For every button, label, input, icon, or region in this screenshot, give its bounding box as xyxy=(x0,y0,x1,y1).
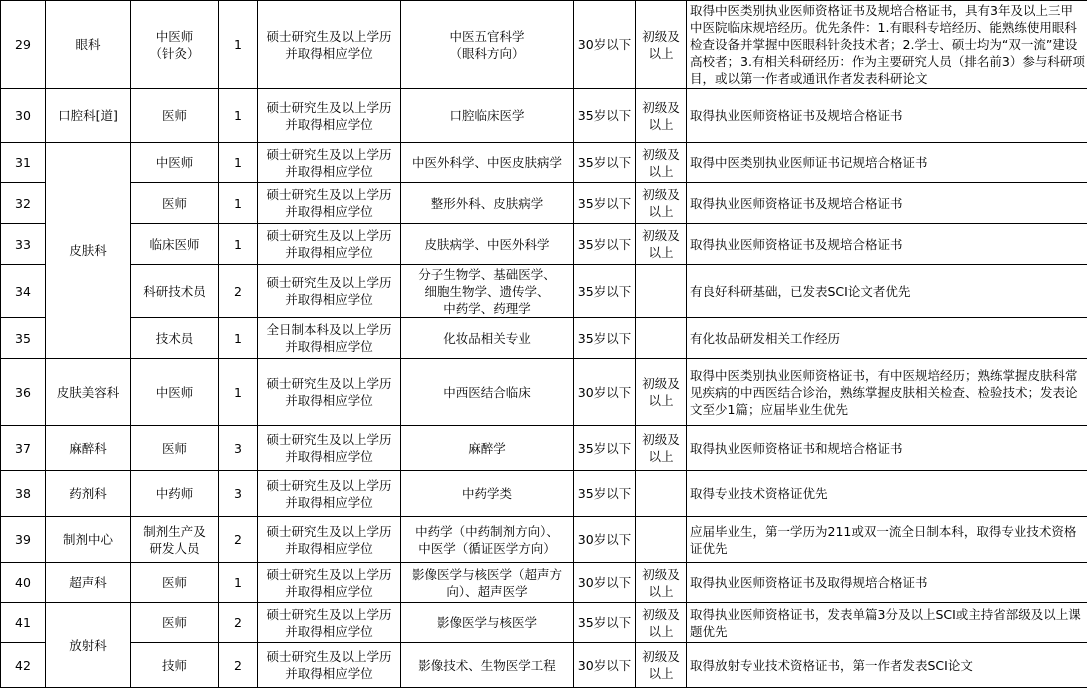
other-requirements-cell: 有良好科研基础，已发表SCI论文者优先 xyxy=(687,265,1087,318)
education-cell: 硕士研究生及以上学历 并取得相应学位 xyxy=(258,517,401,563)
age-limit-cell: 30岁以下 xyxy=(574,643,636,688)
department-cell: 超声科 xyxy=(46,563,131,603)
major-cell: 麻醉学 xyxy=(401,426,574,471)
headcount-cell: 1 xyxy=(219,183,258,224)
other-requirements-cell: 取得执业医师资格证书和规培合格证书 xyxy=(687,426,1087,471)
title-requirement-cell: 初级及 以上 xyxy=(636,1,687,89)
department-cell: 放射科 xyxy=(46,603,131,688)
row-number-cell: 36 xyxy=(1,359,46,426)
education-cell: 硕士研究生及以上学历 并取得相应学位 xyxy=(258,265,401,318)
position-cell: 医师 xyxy=(131,89,219,143)
major-cell: 中西医结合临床 xyxy=(401,359,574,426)
department-cell: 制剂中心 xyxy=(46,517,131,563)
position-cell: 技师 xyxy=(131,643,219,688)
major-cell: 皮肤病学、中医外科学 xyxy=(401,224,574,265)
title-requirement-cell: 初级及 以上 xyxy=(636,183,687,224)
row-number-cell: 30 xyxy=(1,89,46,143)
other-requirements-cell: 取得执业医师资格证书，发表单篇3分及以上SCI或主持省部级及以上课题优先 xyxy=(687,603,1087,643)
other-requirements-cell: 有化妆品研发相关工作经历 xyxy=(687,318,1087,359)
major-cell: 中医五官科学 （眼科方向） xyxy=(401,1,574,89)
department-cell: 麻醉科 xyxy=(46,426,131,471)
education-cell: 硕士研究生及以上学历 并取得相应学位 xyxy=(258,359,401,426)
title-requirement-cell: 初级及 以上 xyxy=(636,89,687,143)
row-number-cell: 38 xyxy=(1,471,46,517)
education-cell: 全日制本科及以上学历 并取得相应学位 xyxy=(258,318,401,359)
table-row xyxy=(1,643,1087,688)
table-row xyxy=(1,224,1087,265)
education-cell: 硕士研究生及以上学历 并取得相应学位 xyxy=(258,89,401,143)
age-limit-cell: 35岁以下 xyxy=(574,318,636,359)
age-limit-cell: 35岁以下 xyxy=(574,426,636,471)
major-cell: 中药学类 xyxy=(401,471,574,517)
row-number-cell: 31 xyxy=(1,143,46,183)
other-requirements-cell: 取得执业医师资格证书及取得规培合格证书 xyxy=(687,563,1087,603)
major-cell: 化妆品相关专业 xyxy=(401,318,574,359)
age-limit-cell: 35岁以下 xyxy=(574,265,636,318)
position-cell: 中医师 xyxy=(131,359,219,426)
table-row xyxy=(1,183,1087,224)
education-cell: 硕士研究生及以上学历 并取得相应学位 xyxy=(258,224,401,265)
other-requirements-cell: 取得中医类别执业医师资格证书及规培合格证书，具有3年及以上三甲中医院临床规培经历。优先条件：1.有眼科专培经历、能熟练使用眼科检查设备并掌握中医眼科针灸技术者；2.学士、硕士均为“双一流”建设高校者；3.有相关科研经历：作为主要研究人员（排名前3）参与科研项目，或以第一作者或通讯作者发表科研论文 xyxy=(687,1,1087,89)
major-cell: 口腔临床医学 xyxy=(401,89,574,143)
other-requirements-cell: 取得执业医师资格证书及规培合格证书 xyxy=(687,224,1087,265)
title-requirement-cell: 初级及 以上 xyxy=(636,643,687,688)
title-requirement-cell xyxy=(636,471,687,517)
age-limit-cell: 35岁以下 xyxy=(574,224,636,265)
title-requirement-cell: 初级及 以上 xyxy=(636,426,687,471)
education-cell: 硕士研究生及以上学历 并取得相应学位 xyxy=(258,471,401,517)
other-requirements-cell: 取得执业医师资格证书及规培合格证书 xyxy=(687,89,1087,143)
headcount-cell: 2 xyxy=(219,265,258,318)
major-cell: 影像技术、生物医学工程 xyxy=(401,643,574,688)
table-row xyxy=(1,89,1087,143)
title-requirement-cell: 初级及 以上 xyxy=(636,143,687,183)
table-row xyxy=(1,471,1087,517)
title-requirement-cell xyxy=(636,318,687,359)
headcount-cell: 1 xyxy=(219,89,258,143)
department-cell: 口腔科[道] xyxy=(46,89,131,143)
row-number-cell: 42 xyxy=(1,643,46,688)
department-cell: 药剂科 xyxy=(46,471,131,517)
position-cell: 科研技术员 xyxy=(131,265,219,318)
headcount-cell: 1 xyxy=(219,1,258,89)
headcount-cell: 1 xyxy=(219,224,258,265)
headcount-cell: 2 xyxy=(219,517,258,563)
title-requirement-cell xyxy=(636,517,687,563)
age-limit-cell: 30岁以下 xyxy=(574,1,636,89)
department-cell: 皮肤科 xyxy=(46,143,131,359)
title-requirement-cell xyxy=(636,265,687,318)
major-cell: 整形外科、皮肤病学 xyxy=(401,183,574,224)
age-limit-cell: 30岁以下 xyxy=(574,359,636,426)
title-requirement-cell: 初级及 以上 xyxy=(636,603,687,643)
age-limit-cell: 30岁以下 xyxy=(574,563,636,603)
table-row xyxy=(1,143,1087,183)
education-cell: 硕士研究生及以上学历 并取得相应学位 xyxy=(258,603,401,643)
headcount-cell: 1 xyxy=(219,563,258,603)
headcount-cell: 2 xyxy=(219,603,258,643)
education-cell: 硕士研究生及以上学历 并取得相应学位 xyxy=(258,643,401,688)
row-number-cell: 32 xyxy=(1,183,46,224)
other-requirements-cell: 取得中医类别执业医师证书记规培合格证书 xyxy=(687,143,1087,183)
position-cell: 医师 xyxy=(131,603,219,643)
headcount-cell: 1 xyxy=(219,318,258,359)
row-number-cell: 41 xyxy=(1,603,46,643)
row-number-cell: 39 xyxy=(1,517,46,563)
position-cell: 中药师 xyxy=(131,471,219,517)
department-cell: 眼科 xyxy=(46,1,131,89)
position-cell: 医师 xyxy=(131,183,219,224)
table-row xyxy=(1,265,1087,318)
age-limit-cell: 35岁以下 xyxy=(574,183,636,224)
education-cell: 硕士研究生及以上学历 并取得相应学位 xyxy=(258,1,401,89)
other-requirements-cell: 取得放射专业技术资格证书，第一作者发表SCI论文 xyxy=(687,643,1087,688)
position-cell: 中医师 xyxy=(131,143,219,183)
major-cell: 中医外科学、中医皮肤病学 xyxy=(401,143,574,183)
row-number-cell: 37 xyxy=(1,426,46,471)
table-row xyxy=(1,359,1087,426)
title-requirement-cell: 初级及 以上 xyxy=(636,563,687,603)
position-cell: 中医师 （针灸） xyxy=(131,1,219,89)
row-number-cell: 35 xyxy=(1,318,46,359)
position-cell: 临床医师 xyxy=(131,224,219,265)
headcount-cell: 3 xyxy=(219,426,258,471)
other-requirements-cell: 应届毕业生，第一学历为211或双一流全日制本科，取得专业技术资格证优先 xyxy=(687,517,1087,563)
row-number-cell: 29 xyxy=(1,1,46,89)
row-number-cell: 40 xyxy=(1,563,46,603)
age-limit-cell: 35岁以下 xyxy=(574,603,636,643)
position-cell: 技术员 xyxy=(131,318,219,359)
other-requirements-cell: 取得中医类别执业医师资格证书，有中医规培经历；熟练掌握皮肤科常见疾病的中西医结合诊治，熟练掌握皮肤相关检查、检验技术；发表论文至少1篇；应届毕业生优先 xyxy=(687,359,1087,426)
position-cell: 制剂生产及 研发人员 xyxy=(131,517,219,563)
table-row xyxy=(1,563,1087,603)
education-cell: 硕士研究生及以上学历 并取得相应学位 xyxy=(258,563,401,603)
headcount-cell: 2 xyxy=(219,643,258,688)
age-limit-cell: 35岁以下 xyxy=(574,471,636,517)
major-cell: 中药学（中药制剂方向）、 中医学（循证医学方向） xyxy=(401,517,574,563)
title-requirement-cell: 初级及 以上 xyxy=(636,359,687,426)
table-row xyxy=(1,426,1087,471)
table-row xyxy=(1,603,1087,643)
age-limit-cell: 35岁以下 xyxy=(574,89,636,143)
table-row xyxy=(1,1,1087,89)
headcount-cell: 1 xyxy=(219,359,258,426)
education-cell: 硕士研究生及以上学历 并取得相应学位 xyxy=(258,143,401,183)
position-cell: 医师 xyxy=(131,426,219,471)
major-cell: 分子生物学、基础医学、 细胞生物学、遗传学、 中药学、药理学 xyxy=(401,265,574,318)
age-limit-cell: 35岁以下 xyxy=(574,143,636,183)
table-row xyxy=(1,517,1087,563)
title-requirement-cell: 初级及 以上 xyxy=(636,224,687,265)
headcount-cell: 3 xyxy=(219,471,258,517)
education-cell: 硕士研究生及以上学历 并取得相应学位 xyxy=(258,183,401,224)
department-cell: 皮肤美容科 xyxy=(46,359,131,426)
major-cell: 影像医学与核医学 xyxy=(401,603,574,643)
row-number-cell: 33 xyxy=(1,224,46,265)
row-number-cell: 34 xyxy=(1,265,46,318)
education-cell: 硕士研究生及以上学历 并取得相应学位 xyxy=(258,426,401,471)
position-cell: 医师 xyxy=(131,563,219,603)
headcount-cell: 1 xyxy=(219,143,258,183)
table-row xyxy=(1,318,1087,359)
age-limit-cell: 30岁以下 xyxy=(574,517,636,563)
other-requirements-cell: 取得执业医师资格证书及规培合格证书 xyxy=(687,183,1087,224)
major-cell: 影像医学与核医学（超声方 向）、超声医学 xyxy=(401,563,574,603)
other-requirements-cell: 取得专业技术资格证优先 xyxy=(687,471,1087,517)
